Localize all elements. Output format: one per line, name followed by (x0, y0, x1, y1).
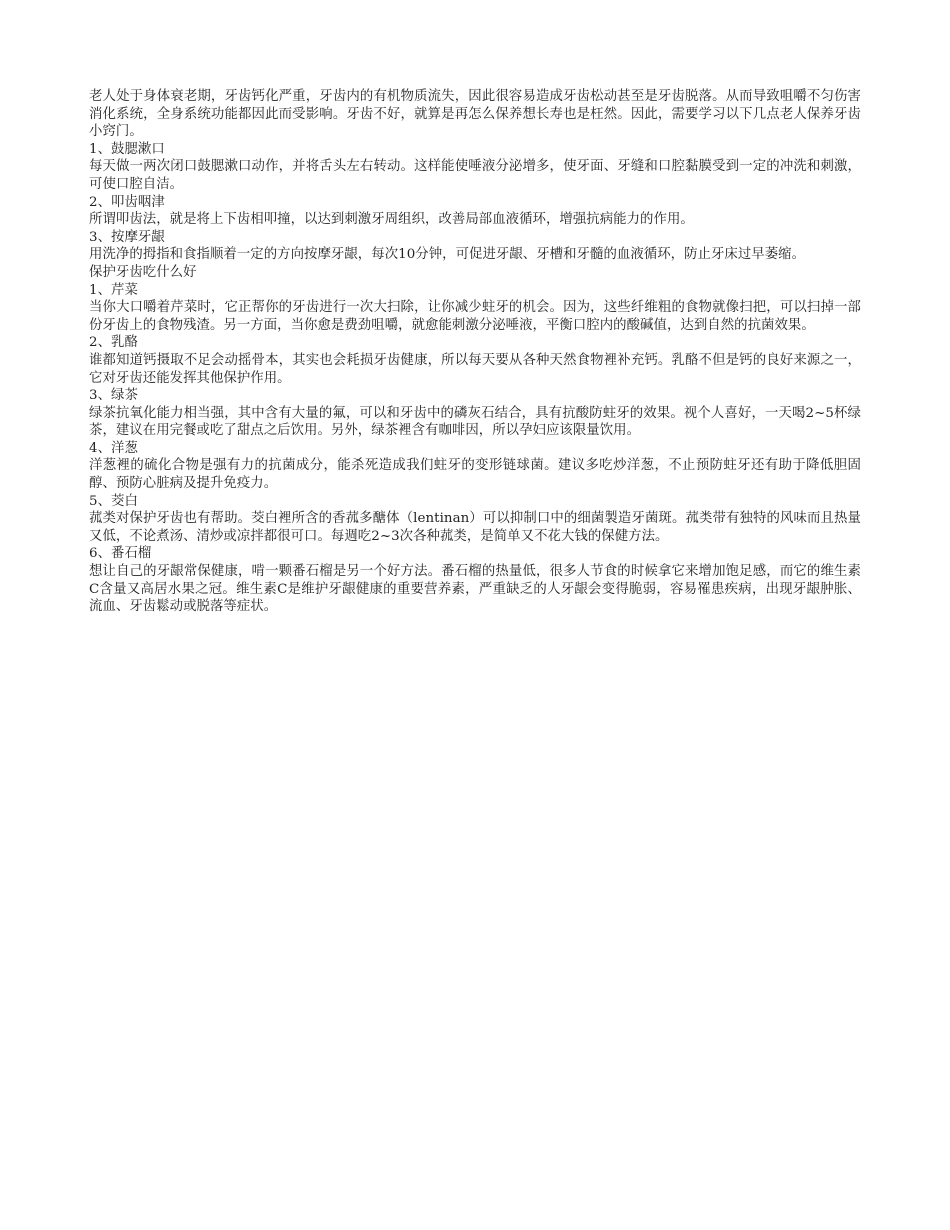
food-body-green-tea: 绿茶抗氧化能力相当强，其中含有大量的氟，可以和牙齿中的磷灰石结合，具有抗酸防蛀牙的效果。视个人喜好，一天喝2~5杯绿茶，建议在用完餐或吃了甜点之后饮用。另外，绿茶裡含有咖啡因，所以孕妇应该限量饮用。 (89, 405, 861, 439)
food-heading-cheese: 2、乳酪 (89, 335, 138, 351)
tip-body-2: 所谓叩齿法，就是将上下齿相叩撞，以达到刺激牙周组织，改善局部血液循环，增强抗病能力的作用。 (89, 212, 694, 228)
food-heading-guava: 6、番石榴 (89, 546, 152, 562)
tip-body-1: 每天做一两次闭口鼓腮漱口动作，并将舌头左右转动。这样能使唾液分泌增多，使牙面、牙缝和口腔黏膜受到一定的冲洗和刺激，可使口腔自洁。 (89, 159, 861, 192)
food-heading-green-tea: 3、绿茶 (89, 388, 138, 404)
food-body-celery: 当你大口嚼着芹菜时，它正帮你的牙齿进行一次大扫除，让你减少蛀牙的机会。因为，这些纤维粗的食物就像扫把，可以扫掉一部份牙齿上的食物残渣。另一方面，当你愈是费劲咀嚼，就愈能刺激分泌唾液，平衡口腔内的酸碱值，达到自然的抗菌效果。 (89, 300, 861, 333)
food-body-wild-rice-stem: 菰类对保护牙齿也有帮助。茭白裡所含的香菰多醣体（lentinan）可以抑制口中的细菌製造牙菌斑。菰类带有独特的风味而且热量又低，不论煮汤、清炒或凉拌都很可口。每週吃2~3次各种菰类，是简单又不花大钱的保健方法。 (89, 511, 861, 544)
food-heading-onion: 4、洋葱 (89, 440, 138, 456)
tip-heading-2: 2、叩齿咽津 (89, 194, 165, 210)
food-body-cheese: 谁都知道钙摄取不足会动摇骨本，其实也会耗损牙齿健康，所以每天要从各种天然食物裡补充钙。乳酪不但是钙的良好来源之一，它对牙齿还能发挥其他保护作用。 (89, 352, 861, 386)
intro-paragraph: 老人处于身体衰老期，牙齿钙化严重，牙齿内的有机物质流失，因此很容易造成牙齿松动甚至是牙齿脱落。从而导致咀嚼不匀伤害消化系统，全身系统功能都因此而受影响。牙齿不好，就算是再怎么保养想长寿也是枉然。因此，需要学习以下几点老人保养牙齿小窍门。 (89, 89, 861, 140)
foods-section-title: 保护牙齿吃什么好 (89, 264, 197, 280)
tip-heading-3: 3、按摩牙龈 (89, 229, 165, 245)
tip-body-3: 用洗净的拇指和食指顺着一定的方向按摩牙龈，每次10分钟，可促进牙龈、牙槽和牙髓的血液循环，防止牙床过早萎缩。 (89, 247, 806, 263)
document-page (89, 88, 861, 616)
tip-heading-1: 1、鼓腮漱口 (89, 141, 165, 157)
food-heading-wild-rice-stem: 5、茭白 (89, 493, 138, 509)
food-heading-celery: 1、芹菜 (89, 282, 138, 298)
food-body-guava: 想让自己的牙龈常保健康，啃一颗番石榴是另一个好方法。番石榴的热量低，很多人节食的时候拿它来增加饱足感，而它的维生素C含量又高居水果之冠。维生素C是维护牙龈健康的重要营养素，严重缺乏的人牙龈会变得脆弱，容易罹患疾病，出现牙龈肿胀、流血、牙齿鬆动或脱落等症状。 (89, 564, 861, 615)
food-body-onion: 洋葱裡的硫化合物是强有力的抗菌成分，能杀死造成我们蛀牙的变形链球菌。建议多吃炒洋葱，不止预防蛀牙还有助于降低胆固醇、预防心脏病及提升免疫力。 (89, 458, 861, 492)
